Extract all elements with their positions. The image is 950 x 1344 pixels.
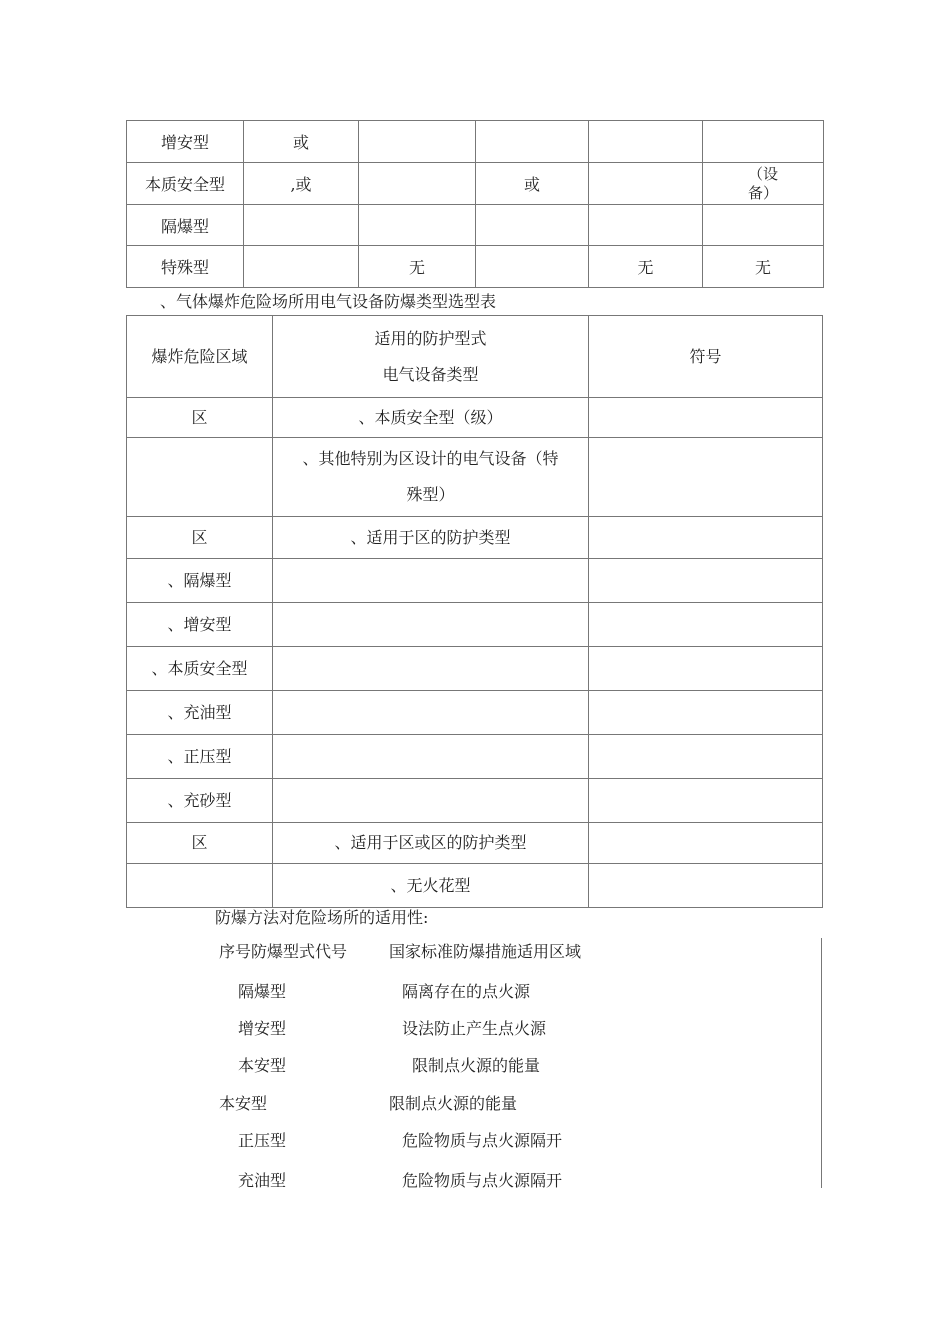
type-cell: [273, 603, 589, 647]
type-header-line2: 电气设备类型: [382, 364, 479, 384]
protection-type: 正压型: [238, 1131, 287, 1150]
section3-header-right: 国家标准防爆措施适用区域: [389, 942, 582, 961]
zone-cell: 区: [127, 517, 273, 559]
type-cell: 、适用于区或区的防护类型: [273, 823, 589, 864]
table-cell: [703, 205, 824, 246]
table2-title: 、气体爆炸危险场所用电气设备防爆类型选型表: [160, 292, 497, 311]
divider-line: [821, 938, 822, 1188]
table-cell: [476, 205, 589, 246]
type-cell: 、本质安全型（级）: [273, 398, 589, 438]
table-cell: [244, 205, 359, 246]
symbol-cell: [589, 864, 823, 908]
symbol-cell: [589, 735, 823, 779]
table-row: [127, 559, 823, 603]
protection-measure: 隔离存在的点火源: [402, 982, 531, 1001]
type-cell: [273, 691, 589, 735]
table-row: [127, 735, 823, 779]
table-cell: [359, 121, 476, 163]
section3-title: 防爆方法对危险场所的适用性:: [215, 908, 429, 927]
protection-type: 本安型: [238, 1056, 287, 1075]
table-row: [127, 438, 823, 517]
table-header-row: [127, 316, 823, 398]
table-cell: [359, 205, 476, 246]
zone-cell: 区: [127, 398, 273, 438]
table-cell: 或: [244, 121, 359, 163]
type-cell: [273, 647, 589, 691]
zone-header: 爆炸危险区域: [127, 316, 273, 398]
type-cell: [273, 779, 589, 823]
device-type-table: [126, 120, 824, 288]
symbol-cell: [589, 647, 823, 691]
type-cell: 、适用于区的防护类型: [273, 517, 589, 559]
table-cell: [244, 246, 359, 288]
table-row: [127, 691, 823, 735]
table-cell: （设 备）: [703, 163, 824, 205]
protection-type: 充油型: [238, 1171, 287, 1190]
protection-measure: 设法防止产生点火源: [402, 1019, 547, 1038]
symbol-cell: [589, 603, 823, 647]
protection-type: 增安型: [238, 1019, 287, 1038]
table-cell: [589, 163, 703, 205]
table-row: [127, 517, 823, 559]
table-row: [127, 246, 824, 288]
zone-cell: 、增安型: [127, 603, 273, 647]
symbol-cell: [589, 691, 823, 735]
table-cell: 本质安全型: [127, 163, 244, 205]
zone-cell: [127, 864, 273, 908]
zone-cell: 、本质安全型: [127, 647, 273, 691]
table-row: [127, 603, 823, 647]
type-header: [273, 316, 589, 398]
table-row: [127, 205, 824, 246]
table-cell: 无: [589, 246, 703, 288]
table-row: [127, 864, 823, 908]
table-cell: [589, 205, 703, 246]
table-cell: [703, 121, 824, 163]
zone-cell: 、充油型: [127, 691, 273, 735]
symbol-cell: [589, 398, 823, 438]
type-cell: 、其他特别为区设计的电气设备（特 殊型）: [273, 438, 589, 517]
explosion-proof-selection-table: [126, 315, 823, 908]
protection-type: 隔爆型: [238, 982, 287, 1001]
table-cell: 隔爆型: [127, 205, 244, 246]
symbol-cell: [589, 559, 823, 603]
table-row: [127, 823, 823, 864]
symbol-cell: [589, 517, 823, 559]
type-cell: [273, 559, 589, 603]
table-cell: 特殊型: [127, 246, 244, 288]
table-row: [127, 647, 823, 691]
table-cell: [476, 121, 589, 163]
table-cell: 无: [359, 246, 476, 288]
protection-measure: 限制点火源的能量: [389, 1094, 518, 1113]
type-cell: 、无火花型: [273, 864, 589, 908]
table-cell: 增安型: [127, 121, 244, 163]
symbol-header: 符号: [589, 316, 823, 398]
table-row: [127, 398, 823, 438]
protection-measure: 危险物质与点火源隔开: [402, 1171, 563, 1190]
type-header-line1: 适用的防护型式: [374, 328, 487, 348]
type-cell: [273, 735, 589, 779]
zone-cell: 、正压型: [127, 735, 273, 779]
table-cell: [476, 246, 589, 288]
table-cell: [359, 163, 476, 205]
table-row: [127, 121, 824, 163]
protection-measure: 限制点火源的能量: [412, 1056, 541, 1075]
protection-measure: 危险物质与点火源隔开: [402, 1131, 563, 1150]
symbol-cell: [589, 779, 823, 823]
table-cell: 或: [476, 163, 589, 205]
section3-header-left: 序号防爆型式代号: [219, 942, 348, 961]
table-row: [127, 779, 823, 823]
table-cell: 无: [703, 246, 824, 288]
symbol-cell: [589, 438, 823, 517]
protection-type: 本安型: [219, 1094, 268, 1113]
zone-cell: [127, 438, 273, 517]
table-row: [127, 163, 824, 205]
zone-cell: 、充砂型: [127, 779, 273, 823]
zone-cell: 、隔爆型: [127, 559, 273, 603]
symbol-cell: [589, 823, 823, 864]
table-cell: ,或: [244, 163, 359, 205]
table-cell: [589, 121, 703, 163]
zone-cell: 区: [127, 823, 273, 864]
